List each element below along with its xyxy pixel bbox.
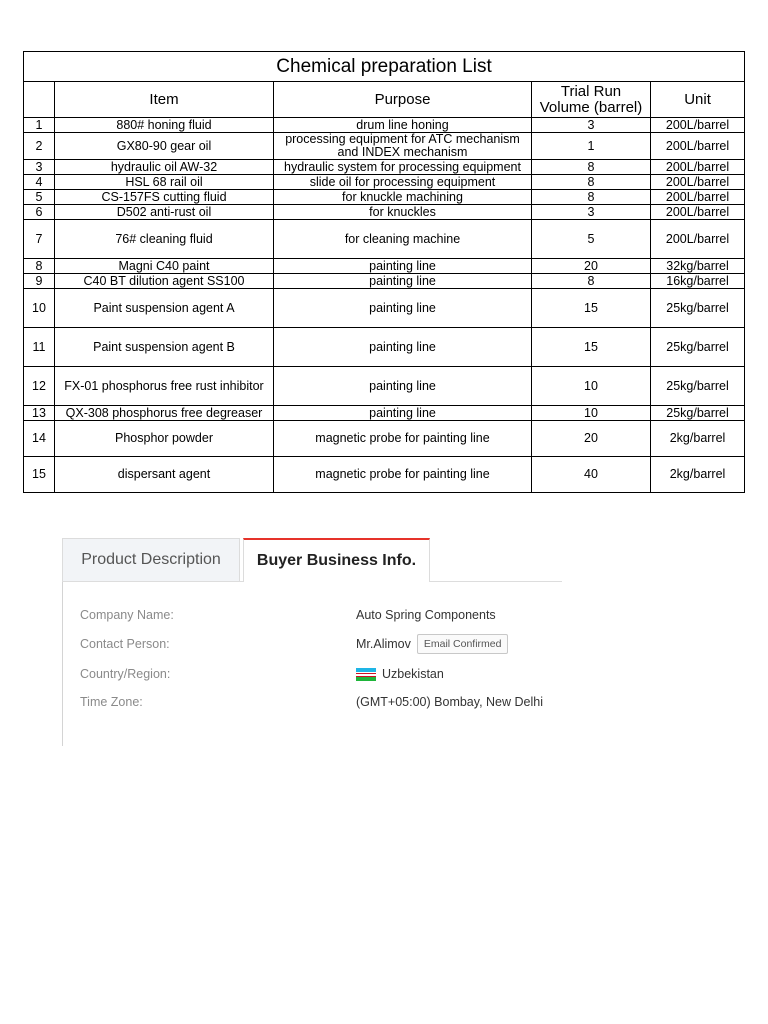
cell-item: Paint suspension agent A bbox=[55, 289, 274, 328]
cell-purpose: slide oil for processing equipment bbox=[274, 175, 532, 190]
cell-item: C40 BT dilution agent SS100 bbox=[55, 274, 274, 289]
table-row bbox=[24, 205, 745, 220]
cell-no: 2 bbox=[24, 133, 55, 160]
cell-purpose: drum line honing bbox=[274, 118, 532, 133]
cell-no: 5 bbox=[24, 190, 55, 205]
buyer-info-panel bbox=[62, 538, 562, 746]
tab-bar bbox=[62, 538, 562, 582]
cell-item: D502 anti-rust oil bbox=[55, 205, 274, 220]
company-value: Auto Spring Components bbox=[356, 608, 496, 622]
contact-value-wrap bbox=[356, 634, 508, 654]
company-label: Company Name: bbox=[80, 608, 174, 622]
cell-no: 4 bbox=[24, 175, 55, 190]
cell-unit: 200L/barrel bbox=[651, 118, 745, 133]
tab-buyer-business-info[interactable]: Buyer Business Info. bbox=[243, 538, 430, 582]
table-row bbox=[24, 367, 745, 406]
table-row bbox=[24, 274, 745, 289]
cell-purpose: magnetic probe for painting line bbox=[274, 421, 532, 457]
cell-no: 6 bbox=[24, 205, 55, 220]
cell-unit: 25kg/barrel bbox=[651, 367, 745, 406]
cell-unit: 200L/barrel bbox=[651, 160, 745, 175]
cell-unit: 200L/barrel bbox=[651, 175, 745, 190]
table-row bbox=[24, 457, 745, 493]
country-value: Uzbekistan bbox=[382, 667, 444, 681]
cell-unit: 32kg/barrel bbox=[651, 259, 745, 274]
cell-unit: 200L/barrel bbox=[651, 133, 745, 160]
cell-purpose: for cleaning machine bbox=[274, 220, 532, 259]
cell-no: 15 bbox=[24, 457, 55, 493]
cell-item: 880# honing fluid bbox=[55, 118, 274, 133]
cell-volume: 5 bbox=[532, 220, 651, 259]
panel-border bbox=[62, 582, 63, 746]
cell-no: 11 bbox=[24, 328, 55, 367]
cell-no: 14 bbox=[24, 421, 55, 457]
cell-volume: 10 bbox=[532, 406, 651, 421]
contact-row bbox=[80, 634, 560, 654]
cell-volume: 15 bbox=[532, 289, 651, 328]
cell-unit: 25kg/barrel bbox=[651, 289, 745, 328]
cell-volume: 40 bbox=[532, 457, 651, 493]
cell-no: 13 bbox=[24, 406, 55, 421]
cell-purpose: painting line bbox=[274, 274, 532, 289]
cell-no: 7 bbox=[24, 220, 55, 259]
table-row bbox=[24, 328, 745, 367]
cell-volume: 20 bbox=[532, 259, 651, 274]
cell-volume: 3 bbox=[532, 205, 651, 220]
table-row bbox=[24, 190, 745, 205]
contact-label: Contact Person: bbox=[80, 637, 170, 651]
cell-purpose: painting line bbox=[274, 289, 532, 328]
table-row bbox=[24, 160, 745, 175]
cell-no: 1 bbox=[24, 118, 55, 133]
table-row bbox=[24, 220, 745, 259]
cell-item: Paint suspension agent B bbox=[55, 328, 274, 367]
table-row bbox=[24, 133, 745, 160]
cell-purpose: painting line bbox=[274, 367, 532, 406]
table-row bbox=[24, 259, 745, 274]
header-number bbox=[24, 82, 55, 118]
cell-volume: 8 bbox=[532, 175, 651, 190]
table-body bbox=[24, 118, 745, 493]
cell-volume: 8 bbox=[532, 160, 651, 175]
cell-unit: 25kg/barrel bbox=[651, 406, 745, 421]
table-header-row bbox=[24, 82, 745, 118]
timezone-row bbox=[80, 692, 560, 712]
cell-item: Phosphor powder bbox=[55, 421, 274, 457]
cell-unit: 16kg/barrel bbox=[651, 274, 745, 289]
cell-volume: 8 bbox=[532, 274, 651, 289]
cell-purpose: magnetic probe for painting line bbox=[274, 457, 532, 493]
header-unit: Unit bbox=[651, 82, 745, 118]
cell-volume: 3 bbox=[532, 118, 651, 133]
header-purpose: Purpose bbox=[274, 82, 532, 118]
cell-item: hydraulic oil AW-32 bbox=[55, 160, 274, 175]
cell-unit: 200L/barrel bbox=[651, 220, 745, 259]
cell-item: dispersant agent bbox=[55, 457, 274, 493]
chemical-preparation-table bbox=[23, 51, 745, 493]
cell-item: 76# cleaning fluid bbox=[55, 220, 274, 259]
table-row bbox=[24, 406, 745, 421]
timezone-value: (GMT+05:00) Bombay, New Delhi bbox=[356, 695, 543, 709]
table-row bbox=[24, 118, 745, 133]
cell-volume: 15 bbox=[532, 328, 651, 367]
timezone-label: Time Zone: bbox=[80, 695, 143, 709]
cell-purpose: for knuckle machining bbox=[274, 190, 532, 205]
cell-item: CS-157FS cutting fluid bbox=[55, 190, 274, 205]
cell-unit: 25kg/barrel bbox=[651, 328, 745, 367]
cell-no: 3 bbox=[24, 160, 55, 175]
uzbekistan-flag-icon bbox=[356, 668, 376, 681]
header-item: Item bbox=[55, 82, 274, 118]
cell-no: 8 bbox=[24, 259, 55, 274]
cell-item: Magni C40 paint bbox=[55, 259, 274, 274]
cell-volume: 20 bbox=[532, 421, 651, 457]
contact-value: Mr.Alimov bbox=[356, 637, 411, 651]
company-row bbox=[80, 605, 560, 625]
cell-no: 10 bbox=[24, 289, 55, 328]
cell-unit: 200L/barrel bbox=[651, 190, 745, 205]
cell-unit: 2kg/barrel bbox=[651, 421, 745, 457]
cell-purpose: painting line bbox=[274, 406, 532, 421]
cell-no: 9 bbox=[24, 274, 55, 289]
cell-unit: 2kg/barrel bbox=[651, 457, 745, 493]
cell-purpose: for knuckles bbox=[274, 205, 532, 220]
cell-purpose: processing equipment for ATC mechanism and INDEX mechanism bbox=[274, 133, 532, 160]
header-volume: Trial Run Volume (barrel) bbox=[532, 82, 651, 118]
tab-product-description[interactable]: Product Description bbox=[62, 538, 240, 581]
cell-volume: 8 bbox=[532, 190, 651, 205]
table-row bbox=[24, 175, 745, 190]
country-value-wrap bbox=[356, 664, 444, 684]
cell-purpose: hydraulic system for processing equipment bbox=[274, 160, 532, 175]
cell-purpose: painting line bbox=[274, 259, 532, 274]
country-label: Country/Region: bbox=[80, 667, 171, 681]
cell-volume: 1 bbox=[532, 133, 651, 160]
table-row bbox=[24, 289, 745, 328]
cell-unit: 200L/barrel bbox=[651, 205, 745, 220]
cell-item: FX-01 phosphorus free rust inhibitor bbox=[55, 367, 274, 406]
table-title: Chemical preparation List bbox=[24, 52, 745, 82]
cell-volume: 10 bbox=[532, 367, 651, 406]
cell-purpose: painting line bbox=[274, 328, 532, 367]
cell-no: 12 bbox=[24, 367, 55, 406]
country-row bbox=[80, 664, 560, 684]
cell-item: HSL 68 rail oil bbox=[55, 175, 274, 190]
cell-item: GX80-90 gear oil bbox=[55, 133, 274, 160]
email-confirmed-badge: Email Confirmed bbox=[417, 634, 509, 654]
cell-item: QX-308 phosphorus free degreaser bbox=[55, 406, 274, 421]
table-row bbox=[24, 421, 745, 457]
